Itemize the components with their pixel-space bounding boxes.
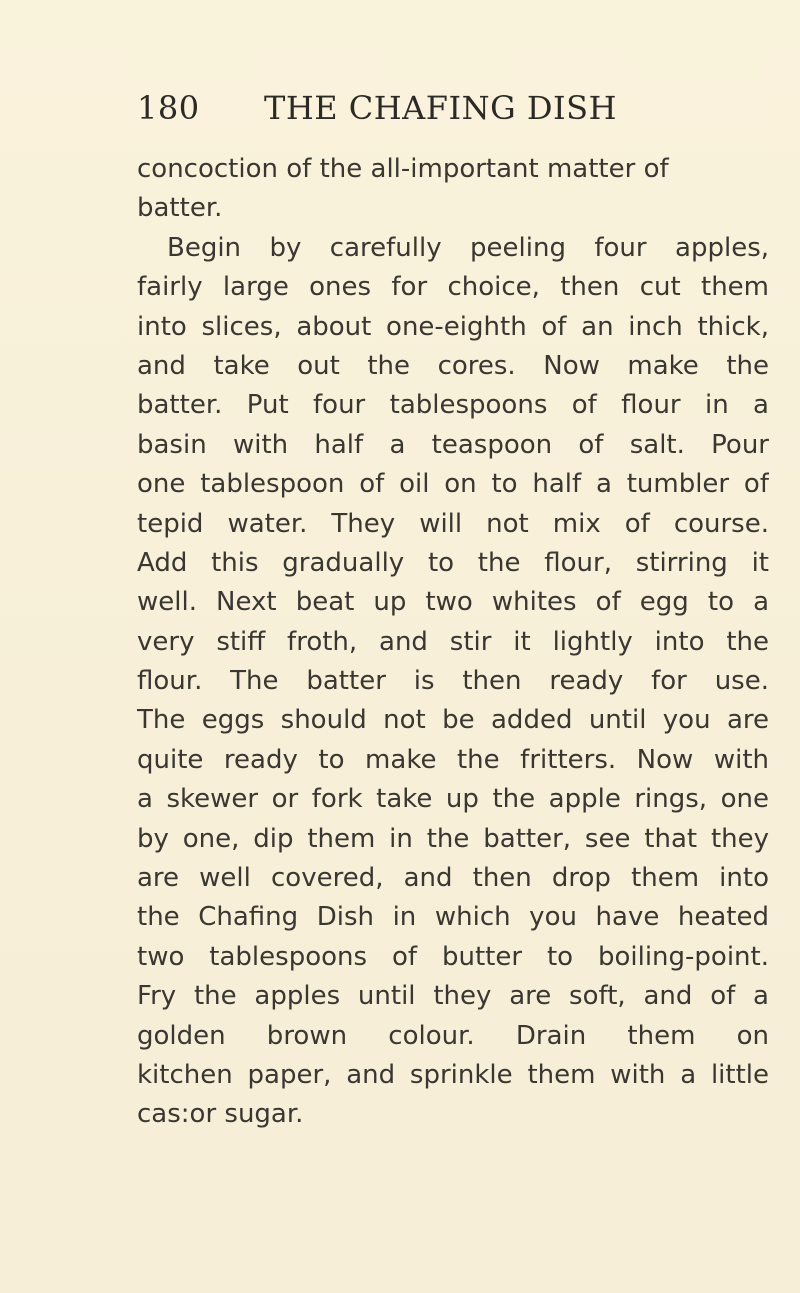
text-line: batter. Put four tablespoons of flour in a: [137, 390, 769, 421]
body-text: [137, 150, 769, 1135]
text-line: a skewer or fork take up the apple rings, one: [137, 784, 769, 815]
text-line: kitchen paper, and sprinkle them with a little: [137, 1059, 769, 1090]
text-line: well. Next beat up two whites of egg to a: [137, 587, 769, 618]
text-line: the Chafing Dish in which you have heated: [137, 902, 769, 933]
text-line: fairly large ones for choice, then cut them: [137, 272, 769, 303]
text-line: cas:or sugar.: [137, 1099, 304, 1130]
text-line: Add this gradually to the flour, stirring it: [137, 547, 769, 578]
page-header: [137, 86, 697, 130]
text-line: one tablespoon of oil on to half a tumbler of: [137, 469, 769, 500]
text-line: batter.: [137, 193, 223, 224]
text-line: flour. The batter is then ready for use.: [137, 666, 769, 697]
text-line: into slices, about one-eighth of an inch thick,: [137, 311, 769, 342]
text-line: concoction of the all-important matter of: [137, 154, 669, 184]
text-line: tepid water. They will not mix of course.: [137, 508, 769, 539]
text-line: Begin by carefully peeling four apples,: [167, 232, 769, 263]
text-line: The eggs should not be added until you are: [137, 705, 769, 736]
text-line: by one, dip them in the batter, see that they: [137, 823, 769, 854]
text-line: basin with half a teaspoon of salt. Pour: [137, 429, 769, 460]
text-line: are well covered, and then drop them into: [137, 863, 769, 894]
text-line: golden brown colour. Drain them on: [137, 1020, 769, 1051]
text-line: two tablespoons of butter to boiling-point.: [137, 941, 769, 972]
running-title: THE CHAFING DISH: [264, 89, 617, 127]
page-number: 180: [137, 89, 200, 127]
text-line: very stiff froth, and stir it lightly into the: [137, 626, 769, 657]
text-line: Fry the apples until they are soft, and of a: [137, 981, 769, 1012]
text-line: and take out the cores. Now make the: [137, 350, 769, 381]
text-line: quite ready to make the fritters. Now with: [137, 744, 769, 775]
